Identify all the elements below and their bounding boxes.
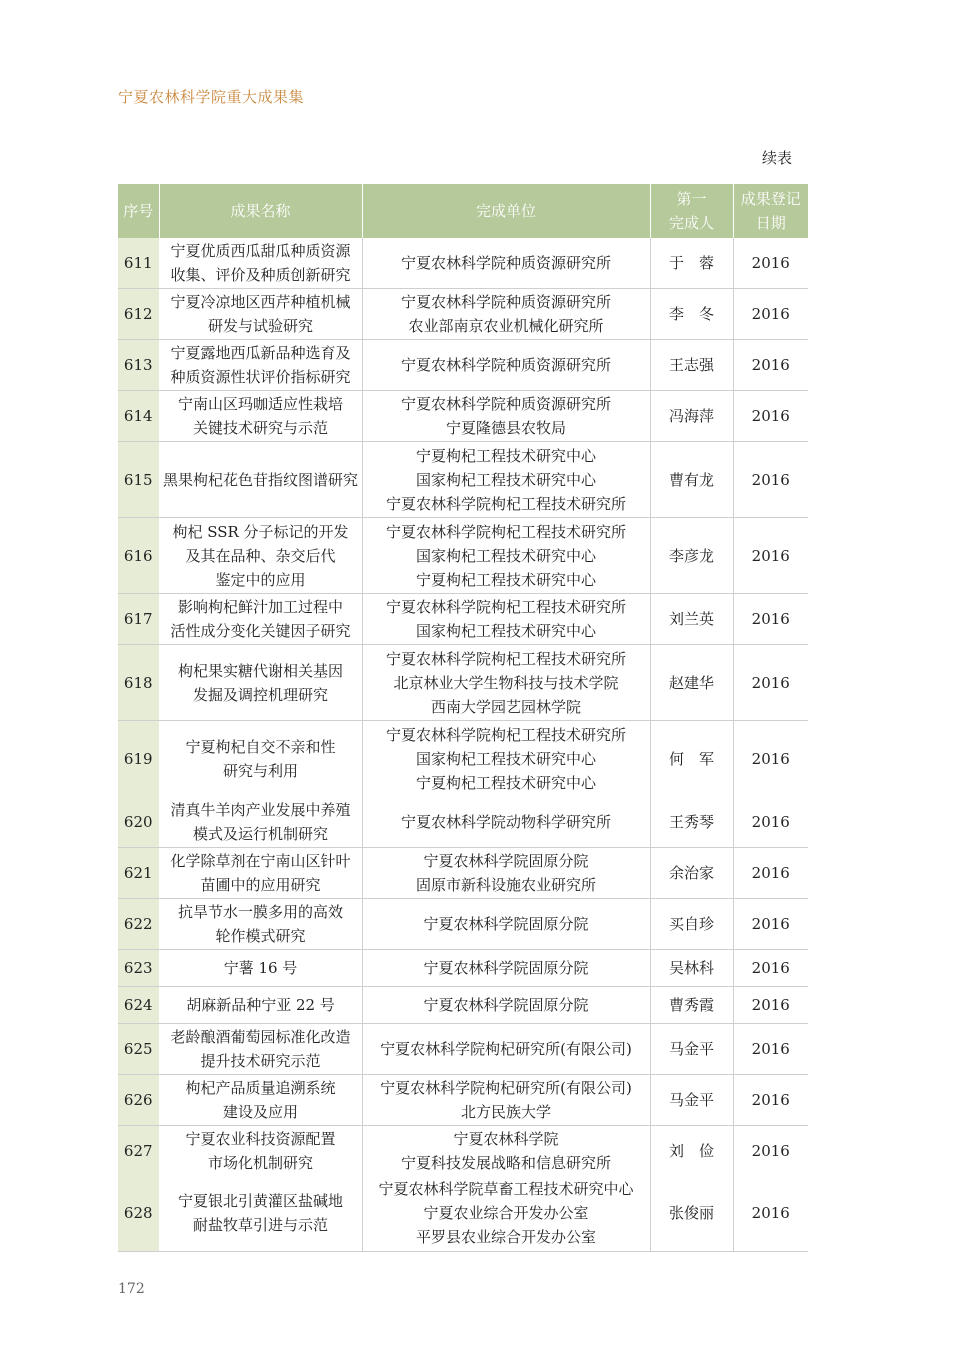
cell-seq: 624 <box>118 986 159 1023</box>
cell-date: 2016 <box>733 442 808 518</box>
cell-name: 枸杞果实糖代谢相关基因 发掘及调控机理研究 <box>159 645 362 721</box>
cell-person: 余治家 <box>650 847 733 898</box>
cell-person: 于 蓉 <box>650 238 733 289</box>
cell-name: 胡麻新品种宁亚 22 号 <box>159 986 362 1023</box>
cell-seq: 620 <box>118 797 159 848</box>
cell-person: 刘兰英 <box>650 594 733 645</box>
cell-date: 2016 <box>733 391 808 442</box>
cell-person: 王秀琴 <box>650 797 733 848</box>
cell-date: 2016 <box>733 1074 808 1125</box>
cell-unit: 宁夏农林科学院种质资源研究所 宁夏隆德县农牧局 <box>362 391 650 442</box>
table-row <box>118 1023 808 1074</box>
cell-date: 2016 <box>733 1023 808 1074</box>
cell-unit: 宁夏农林科学院枸杞工程技术研究所 国家枸杞工程技术研究中心 <box>362 594 650 645</box>
page-number: 172 <box>118 1281 145 1297</box>
table-row <box>118 1074 808 1125</box>
cell-date: 2016 <box>733 518 808 594</box>
cell-unit: 宁夏农林科学院种质资源研究所 农业部南京农业机械化研究所 <box>362 289 650 340</box>
cell-person: 李 冬 <box>650 289 733 340</box>
cell-seq: 628 <box>118 1176 159 1252</box>
cell-person: 买自珍 <box>650 898 733 949</box>
cell-seq: 626 <box>118 1074 159 1125</box>
table-body <box>118 238 808 1252</box>
cell-name: 老龄酿酒葡萄园标准化改造 提升技术研究示范 <box>159 1023 362 1074</box>
cell-name: 宁薯 16 号 <box>159 949 362 986</box>
cell-name: 清真牛羊肉产业发展中养殖 模式及运行机制研究 <box>159 797 362 848</box>
cell-name: 宁夏银北引黄灌区盐碱地 耐盐牧草引进与示范 <box>159 1176 362 1252</box>
cell-person: 冯海萍 <box>650 391 733 442</box>
col-header-seq: 序号 <box>118 184 159 238</box>
cell-date: 2016 <box>751 749 790 768</box>
cell-seq: 625 <box>118 1023 159 1074</box>
cell-name: 影响枸杞鲜汁加工过程中 活性成分变化关键因子研究 <box>159 594 362 645</box>
cell-date: 2016 <box>733 340 808 391</box>
col-header-name: 成果名称 <box>159 184 362 238</box>
cell-seq: 612 <box>118 289 159 340</box>
cell-person: 马金平 <box>650 1074 733 1125</box>
table-row <box>118 238 808 289</box>
cell-seq: 623 <box>118 949 159 986</box>
cell-person: 刘 俭 <box>650 1125 733 1176</box>
cell-seq: 621 <box>118 847 159 898</box>
cell-date: 2016 <box>733 238 808 289</box>
cell-name: 宁夏冷凉地区西芹种植机械 研发与试验研究 <box>159 289 362 340</box>
col-header-person: 第一 完成人 <box>650 184 733 238</box>
table-row <box>118 594 808 645</box>
cell-date: 2016 <box>733 594 808 645</box>
table-row <box>118 340 808 391</box>
cell-name: 枸杞产品质量追溯系统 建设及应用 <box>159 1074 362 1125</box>
cell-unit: 宁夏农林科学院种质资源研究所 <box>362 238 650 289</box>
cell-unit: 宁夏农林科学院枸杞研究所(有限公司) 北方民族大学 <box>362 1074 650 1125</box>
running-head-title: 宁夏农林科学院重大成果集 <box>118 88 305 106</box>
table-row <box>118 645 808 721</box>
cell-person: 曹有龙 <box>650 442 733 518</box>
cell-date: 2016 <box>733 898 808 949</box>
cell-person: 张俊丽 <box>650 1176 733 1252</box>
cell-name: 化学除草剂在宁南山区针叶 苗圃中的应用研究 <box>159 847 362 898</box>
cell-person: 王志强 <box>650 340 733 391</box>
cell-unit: 宁夏农林科学院固原分院 <box>362 949 650 986</box>
table-row <box>118 442 808 518</box>
cell-seq: 618 <box>118 645 159 721</box>
cell-unit: 宁夏农林科学院固原分院 固原市新科设施农业研究所 <box>362 847 650 898</box>
cell-person: 李彦龙 <box>650 518 733 594</box>
cell-date: 2016 <box>733 797 808 848</box>
cell-date: 2016 <box>751 1141 790 1160</box>
table-row <box>118 898 808 949</box>
cell-unit: 宁夏农林科学院草畜工程技术研究中心 宁夏农业综合开发办公室 平罗县农业综合开发办公室 <box>362 1176 650 1252</box>
cell-unit: 宁夏农林科学院 宁夏科技发展战略和信息研究所 <box>362 1125 650 1176</box>
cell-person: 马金平 <box>650 1023 733 1074</box>
cell-seq: 614 <box>118 391 159 442</box>
cell-name: 宁夏枸杞自交不亲和性 研究与利用 <box>159 721 362 797</box>
cell-person: 吴林科 <box>650 949 733 986</box>
cell-person: 曹秀霞 <box>650 986 733 1023</box>
col-header-date: 成果登记 日期 <box>733 184 808 238</box>
cell-seq: 613 <box>118 340 159 391</box>
cell-unit: 宁夏农林科学院固原分院 <box>362 898 650 949</box>
cell-unit: 宁夏农林科学院动物科学研究所 <box>362 797 650 848</box>
table-row <box>118 1176 808 1252</box>
cell-person: 赵建华 <box>650 645 733 721</box>
cell-unit: 宁夏农林科学院枸杞研究所(有限公司) <box>362 1023 650 1074</box>
table-row <box>118 986 808 1023</box>
col-header-unit: 完成单位 <box>362 184 650 238</box>
cell-unit: 宁夏农林科学院枸杞工程技术研究所 国家枸杞工程技术研究中心 宁夏枸杞工程技术研究中心 <box>362 518 650 594</box>
cell-name: 黑果枸杞花色苷指纹图谱研究 <box>159 442 362 518</box>
table-row <box>118 391 808 442</box>
cell-name: 宁夏农业科技资源配置 市场化机制研究 <box>159 1125 362 1176</box>
cell-seq: 611 <box>118 238 159 289</box>
achievements-table <box>118 184 808 1252</box>
table-row <box>118 847 808 898</box>
cell-seq: 615 <box>118 442 159 518</box>
table-row <box>118 1125 808 1176</box>
cell-date: 2016 <box>733 1176 808 1252</box>
table-row <box>118 289 808 340</box>
cell-seq: 617 <box>118 594 159 645</box>
cell-name: 宁南山区玛咖适应性栽培 关键技术研究与示范 <box>159 391 362 442</box>
cell-name: 宁夏露地西瓜新品种选育及 种质资源性状评价指标研究 <box>159 340 362 391</box>
cell-unit: 宁夏农林科学院种质资源研究所 <box>362 340 650 391</box>
cell-unit: 宁夏农林科学院枸杞工程技术研究所 国家枸杞工程技术研究中心 宁夏枸杞工程技术研究中心 <box>362 721 650 797</box>
cell-seq: 627 <box>118 1125 159 1176</box>
cell-unit: 宁夏农林科学院固原分院 <box>362 986 650 1023</box>
table-row <box>118 949 808 986</box>
cell-date: 2016 <box>733 986 808 1023</box>
table-row <box>118 518 808 594</box>
table-header-row <box>118 184 808 238</box>
cell-name: 枸杞 SSR 分子标记的开发 及其在品种、杂交后代 鉴定中的应用 <box>159 518 362 594</box>
cell-person: 何 军 <box>650 721 733 797</box>
table-row <box>118 721 808 797</box>
cell-seq: 619 <box>118 721 159 797</box>
cell-name: 宁夏优质西瓜甜瓜种质资源 收集、评价及种质创新研究 <box>159 238 362 289</box>
cell-date: 2016 <box>733 847 808 898</box>
cell-date: 2016 <box>733 949 808 986</box>
table-row <box>118 797 808 848</box>
continued-label: 续表 <box>762 149 793 167</box>
cell-seq: 616 <box>118 518 159 594</box>
cell-name: 抗旱节水一膜多用的高效 轮作模式研究 <box>159 898 362 949</box>
cell-unit: 宁夏枸杞工程技术研究中心 国家枸杞工程技术研究中心 宁夏农林科学院枸杞工程技术研究所 <box>362 442 650 518</box>
cell-seq: 622 <box>118 898 159 949</box>
cell-date: 2016 <box>733 645 808 721</box>
cell-unit: 宁夏农林科学院枸杞工程技术研究所 北京林业大学生物科技与技术学院 西南大学园艺园林学院 <box>362 645 650 721</box>
cell-date: 2016 <box>733 289 808 340</box>
